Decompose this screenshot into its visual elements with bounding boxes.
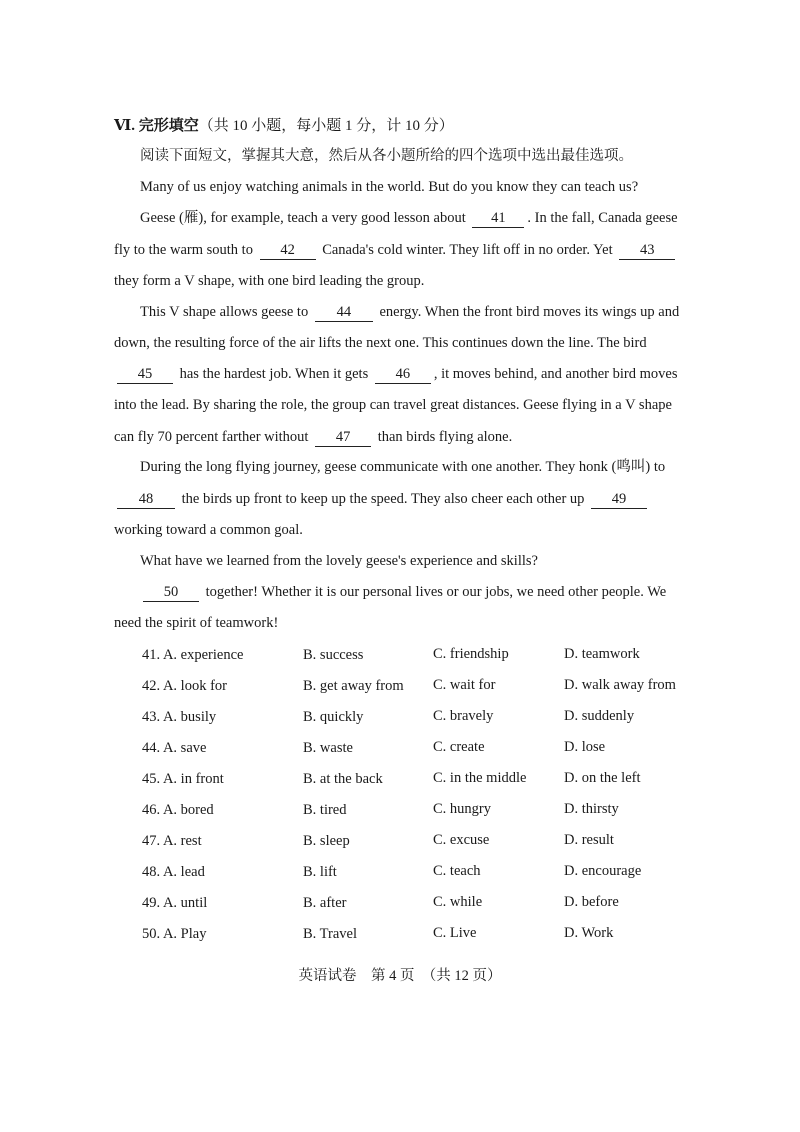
blank-48: 48 bbox=[117, 491, 175, 509]
option-c[interactable]: C. excuse bbox=[433, 832, 490, 848]
option-a[interactable]: 50. A. Play bbox=[142, 926, 207, 942]
option-c[interactable]: C. Live bbox=[433, 925, 477, 941]
option-d[interactable]: D. encourage bbox=[564, 863, 642, 879]
option-a[interactable]: 41. A. experience bbox=[142, 647, 244, 663]
passage-line: working toward a common goal. bbox=[114, 522, 303, 538]
passage-line: can fly 70 percent farther without 47 than birds flying alone. bbox=[114, 429, 513, 445]
option-b[interactable]: B. get away from bbox=[303, 678, 404, 694]
instruction: 阅读下面短文，掌握其大意，然后从各小题所给的四个选项中选出最佳选项。 bbox=[140, 148, 633, 164]
option-d[interactable]: D. before bbox=[564, 894, 619, 910]
section-number: Ⅵ. bbox=[114, 118, 135, 134]
passage-line: Geese (雁), for example, teach a very good lesson about 41 . In the fall, Canada geese bbox=[140, 210, 678, 226]
blank-46: 46 bbox=[375, 366, 431, 384]
option-c[interactable]: C. in the middle bbox=[433, 770, 527, 786]
passage-line: During the long flying journey, geese communicate with one another. They honk (鸣叫) to bbox=[140, 459, 666, 475]
option-b[interactable]: B. lift bbox=[303, 864, 337, 880]
passage-line: 50 together! Whether it is our personal lives or our jobs, we need other people. We bbox=[140, 582, 666, 602]
option-d[interactable]: D. on the left bbox=[564, 770, 641, 786]
option-c[interactable]: C. wait for bbox=[433, 677, 496, 693]
option-c[interactable]: C. friendship bbox=[433, 646, 509, 662]
blank-41: 41 bbox=[472, 210, 524, 228]
section-note: （共 10 小题，每小题 1 分，计 10 分） bbox=[198, 118, 454, 134]
option-d[interactable]: D. teamwork bbox=[564, 646, 640, 662]
option-b[interactable]: B. tired bbox=[303, 802, 347, 818]
blank-49: 49 bbox=[591, 491, 647, 509]
passage-line: into the lead. By sharing the role, the group can travel great distances. Geese flying in a V shape bbox=[114, 397, 672, 413]
blank-44: 44 bbox=[315, 304, 373, 322]
option-d[interactable]: D. walk away from bbox=[564, 677, 676, 693]
option-a[interactable]: 45. A. in front bbox=[142, 771, 224, 787]
option-d[interactable]: D. suddenly bbox=[564, 708, 635, 724]
option-b[interactable]: B. after bbox=[303, 895, 347, 911]
option-d[interactable]: D. Work bbox=[564, 925, 614, 941]
option-b[interactable]: B. Travel bbox=[303, 926, 357, 942]
section-title bbox=[114, 114, 454, 135]
option-a[interactable]: 47. A. rest bbox=[142, 833, 202, 849]
option-b[interactable]: B. sleep bbox=[303, 833, 350, 849]
passage-line: need the spirit of teamwork! bbox=[114, 615, 279, 631]
option-a[interactable]: 42. A. look for bbox=[142, 678, 227, 694]
passage-line: Many of us enjoy watching animals in the world. But do you know they can teach us? bbox=[140, 179, 639, 195]
passage-line: they form a V shape, with one bird leading the group. bbox=[114, 273, 425, 289]
passage-line: This V shape allows geese to 44 energy. When the front bird moves its wings up and bbox=[140, 304, 680, 320]
option-b[interactable]: B. waste bbox=[303, 740, 353, 756]
option-a[interactable]: 44. A. save bbox=[142, 740, 207, 756]
blank-50: 50 bbox=[143, 584, 199, 602]
option-b[interactable]: B. at the back bbox=[303, 771, 383, 787]
option-b[interactable]: B. quickly bbox=[303, 709, 364, 725]
option-d[interactable]: D. lose bbox=[564, 739, 606, 755]
option-c[interactable]: C. teach bbox=[433, 863, 481, 879]
option-d[interactable]: D. thirsty bbox=[564, 801, 619, 817]
option-c[interactable]: C. create bbox=[433, 739, 485, 755]
blank-45: 45 bbox=[117, 366, 173, 384]
passage-line: fly to the warm south to 42 Canada's cold winter. They lift off in no order. Yet 43 bbox=[114, 240, 678, 260]
option-c[interactable]: C. bravely bbox=[433, 708, 494, 724]
blank-47: 47 bbox=[315, 429, 371, 447]
passage-line: 45 has the hardest job. When it gets 46 , it moves behind, and another bird moves bbox=[114, 364, 677, 384]
option-a[interactable]: 48. A. lead bbox=[142, 864, 205, 880]
option-d[interactable]: D. result bbox=[564, 832, 614, 848]
option-a[interactable]: 49. A. until bbox=[142, 895, 208, 911]
passage-line: 48 the birds up front to keep up the speed. They also cheer each other up 49 bbox=[114, 489, 650, 509]
blank-43: 43 bbox=[619, 242, 675, 260]
option-a[interactable]: 46. A. bored bbox=[142, 802, 214, 818]
section-name: 完形填空 bbox=[138, 118, 199, 134]
passage-line: down, the resulting force of the air lifts the next one. This continues down the line. The bird bbox=[114, 335, 647, 351]
option-c[interactable]: C. hungry bbox=[433, 801, 491, 817]
passage-line: What have we learned from the lovely geese's experience and skills? bbox=[140, 553, 538, 569]
option-b[interactable]: B. success bbox=[303, 647, 364, 663]
option-a[interactable]: 43. A. busily bbox=[142, 709, 217, 725]
page-footer: 英语试卷 第 4 页 （共 12 页） bbox=[298, 968, 502, 984]
option-c[interactable]: C. while bbox=[433, 894, 483, 910]
blank-42: 42 bbox=[260, 242, 316, 260]
